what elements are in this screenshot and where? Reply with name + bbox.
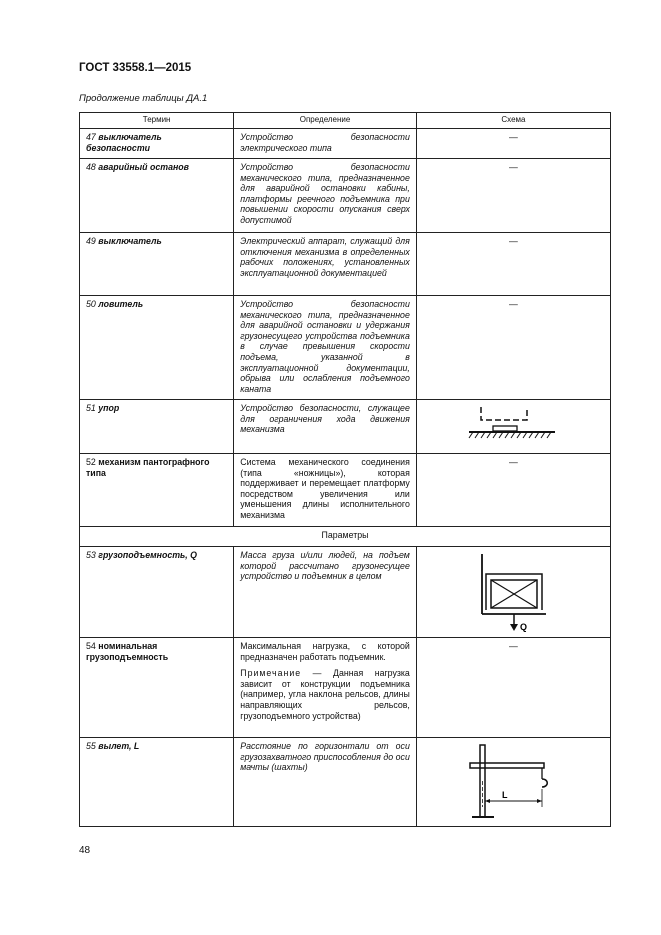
- table-row: [80, 547, 611, 638]
- term-cell: [80, 547, 234, 638]
- section-title: Параметры: [80, 527, 611, 547]
- term-number: 51: [86, 403, 96, 413]
- term-name: выключатель: [98, 236, 162, 246]
- term-name: выключатель безопасности: [86, 132, 162, 153]
- table-row: [80, 296, 611, 400]
- table-row: [80, 129, 611, 159]
- load-capacity-diagram: [458, 550, 568, 634]
- term-number: 52: [86, 457, 96, 467]
- definition-text: Максимальная нагрузка, с которой предназначен работать подъемник.: [240, 641, 410, 662]
- schema-cell: [416, 400, 610, 454]
- reach-diagram: [458, 741, 568, 823]
- definition-cell: Электрический аппарат, служащий для отключения механизма в определенных рабочих положениях, установленных эксплуатационной документацией: [234, 233, 417, 296]
- schema-cell: [416, 547, 610, 638]
- definition-cell: Масса груза и/или людей, на подъем которой рассчитано грузонесущее устройство и подъемник в целом: [234, 547, 417, 638]
- definition-cell: Устройство безопасности электрического типа: [234, 129, 417, 159]
- definition-cell: Устройство безопасности, служащее для ограничения хода движения механизма: [234, 400, 417, 454]
- definition-cell: Устройство безопасности механического типа, предназначенное для аварийной остановки кабины, платформы реечного подъемника при повышении скорости опускания сверх допустимой: [234, 159, 417, 233]
- term-name: механизм пантографного типа: [86, 457, 210, 478]
- schema-cell: —: [416, 638, 610, 738]
- term-number: 54: [86, 641, 96, 651]
- diagram-label-l: L: [502, 790, 508, 800]
- term-cell: [80, 454, 234, 527]
- page-number: 48: [79, 845, 91, 856]
- note-label: Примечание: [240, 668, 302, 679]
- term-cell: [80, 233, 234, 296]
- schema-cell: —: [416, 233, 610, 296]
- term-number: 50: [86, 299, 96, 309]
- section-row: [80, 527, 611, 547]
- schema-cell: —: [416, 159, 610, 233]
- term-name: грузоподъемность, Q: [98, 550, 197, 560]
- schema-cell: —: [416, 129, 610, 159]
- schema-cell: [416, 738, 610, 827]
- table-row: [80, 638, 611, 738]
- term-number: 49: [86, 236, 96, 246]
- document-header: ГОСТ 33558.1—2015: [79, 62, 192, 74]
- term-cell: [80, 296, 234, 400]
- term-number: 55: [86, 741, 96, 751]
- term-cell: [80, 738, 234, 827]
- column-header-schema: Схема: [416, 113, 610, 129]
- definition-cell: Система механического соединения (типа «ножницы»), которая поддерживает и перемещает платформу посредством увеличения или уменьшения длины исполнительного механизма: [234, 454, 417, 527]
- stop-buffer-diagram: [463, 403, 563, 447]
- definition-cell: Расстояние по горизонтали от оси грузозахватного приспособления до оси мачты (шахты): [234, 738, 417, 827]
- table-header-row: [80, 113, 611, 129]
- term-name: вылет, L: [98, 741, 140, 751]
- column-header-definition: Определение: [234, 113, 417, 129]
- schema-cell: —: [416, 296, 610, 400]
- term-name: ловитель: [98, 299, 144, 309]
- table-row: [80, 159, 611, 233]
- term-cell: [80, 129, 234, 159]
- term-name: аварийный останов: [98, 162, 189, 172]
- term-cell: [80, 159, 234, 233]
- terms-table: [79, 112, 611, 827]
- note-text: — Данная нагрузка зависит от конструкции подъемника (например, угла наклона рельсов, длины направляющих рельсов, грузоподъемного устройства): [240, 668, 410, 721]
- table-row: [80, 233, 611, 296]
- term-number: 53: [86, 550, 96, 560]
- column-header-term: Термин: [80, 113, 234, 129]
- term-name: упор: [98, 403, 120, 413]
- term-cell: [80, 400, 234, 454]
- table-row: [80, 738, 611, 827]
- table-caption: Продолжение таблицы ДА.1: [79, 93, 208, 104]
- table-row: [80, 400, 611, 454]
- term-number: 48: [86, 162, 96, 172]
- definition-cell: [234, 638, 417, 738]
- note-paragraph: [240, 668, 410, 721]
- term-number: 47: [86, 132, 96, 142]
- table-row: [80, 454, 611, 527]
- diagram-label-q: Q: [520, 622, 528, 632]
- term-cell: [80, 638, 234, 738]
- term-name: номинальная грузоподъемность: [86, 641, 169, 662]
- schema-cell: —: [416, 454, 610, 527]
- definition-cell: Устройство безопасности механического типа, предназначенное для аварийной остановки и удержания грузонесущего устройства подъемника в случае превышения скорости подъема, указанной в эксплуатационной документации, обрыва или ослабления подъемного каната: [234, 296, 417, 400]
